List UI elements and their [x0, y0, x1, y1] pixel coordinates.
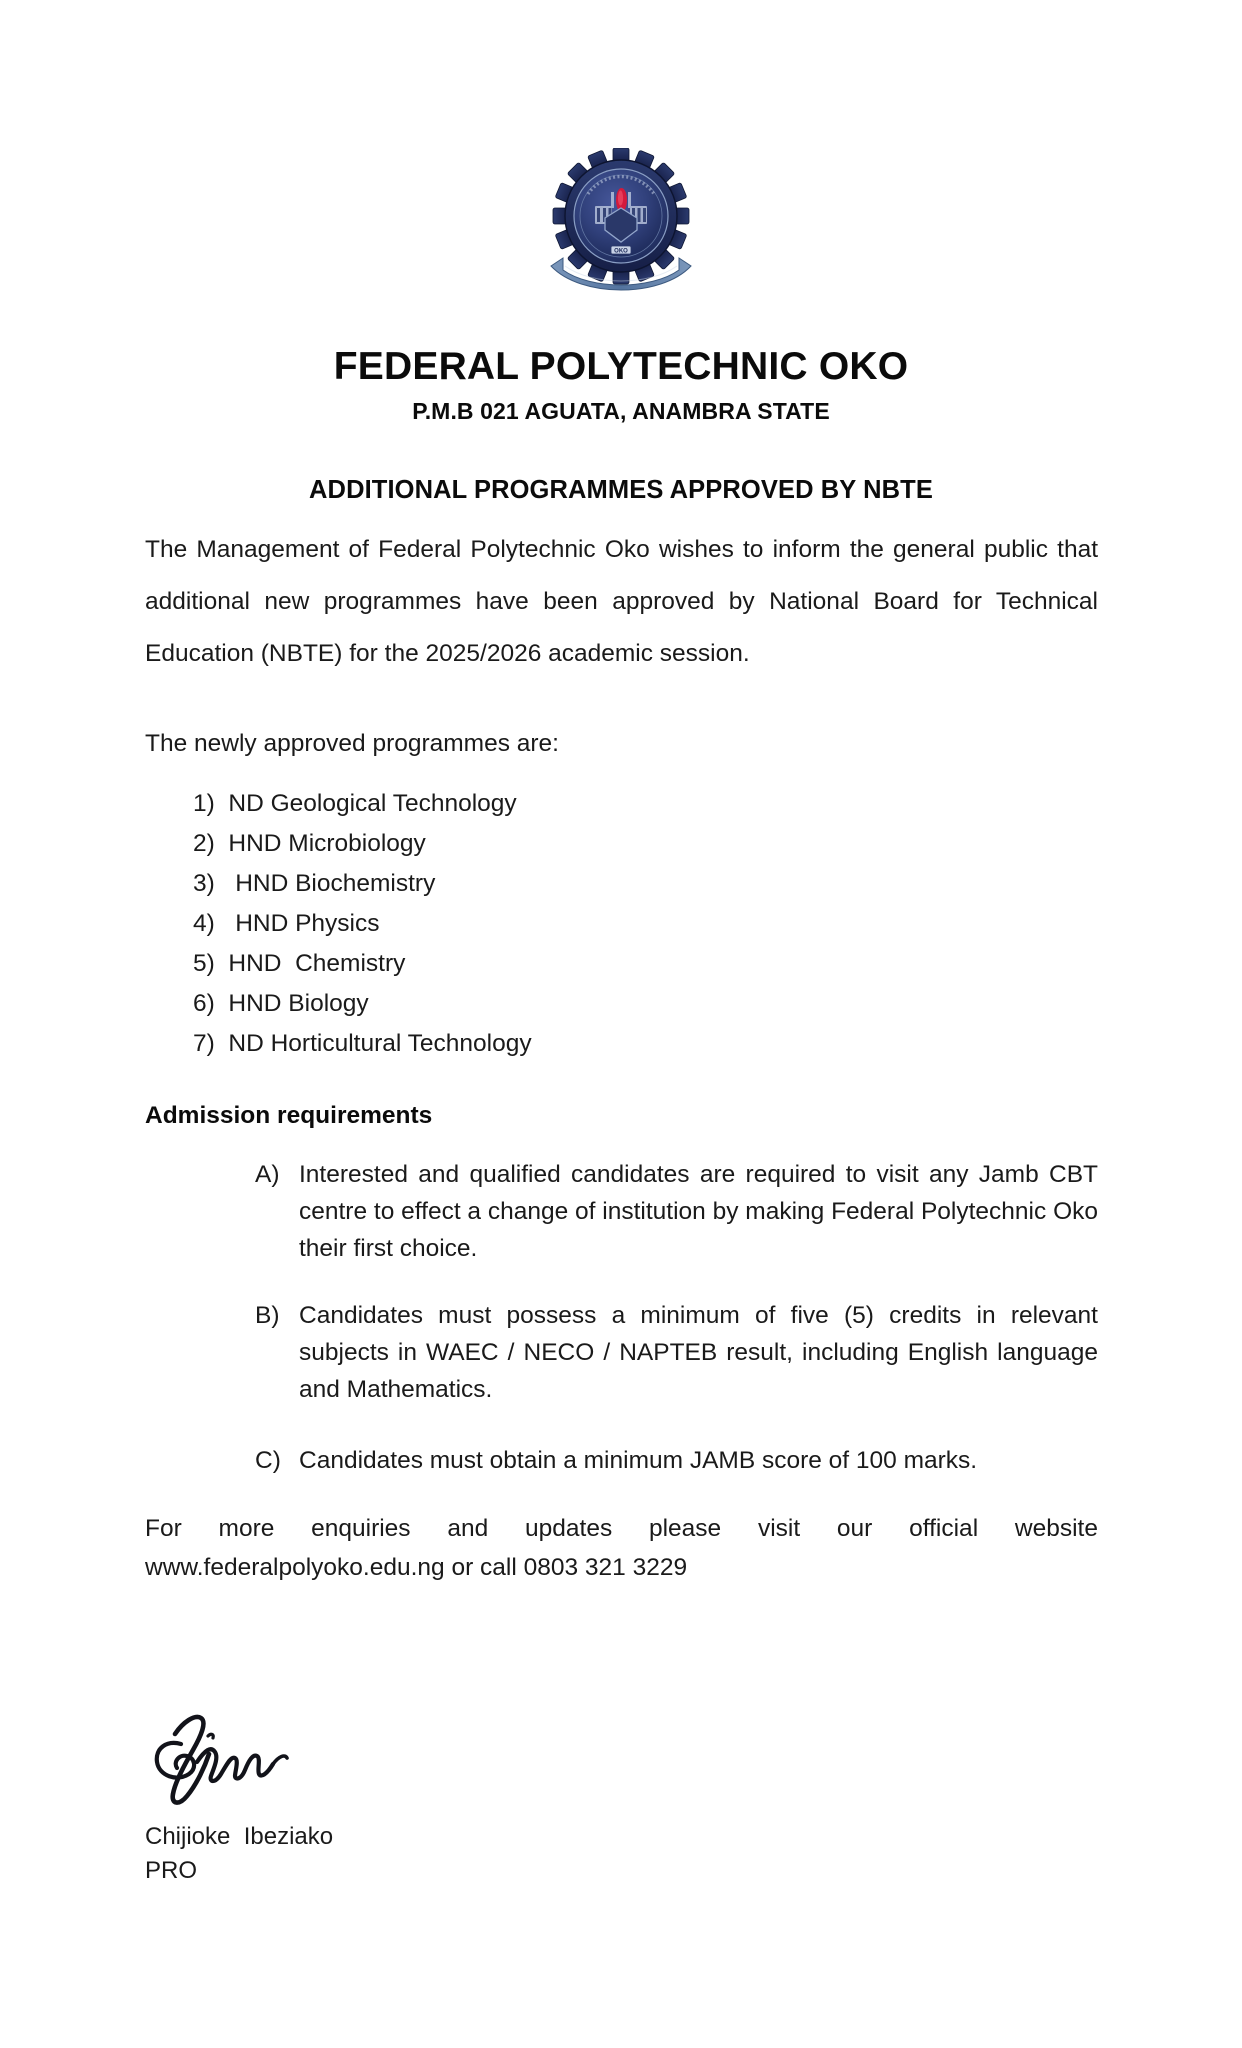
list-item: 7) ND Horticultural Technology	[193, 1030, 532, 1057]
list-item: 3) HND Biochemistry	[193, 870, 436, 897]
svg-text:OKO: OKO	[614, 248, 628, 255]
list-item	[255, 1156, 1098, 1267]
organization-address: P.M.B 021 AGUATA, ANAMBRA STATE	[412, 398, 830, 424]
list-marker: C)	[255, 1447, 281, 1474]
list-marker: B)	[255, 1302, 280, 1329]
logo-container	[0, 148, 1242, 306]
signatory-name: Chijioke Ibeziako	[145, 1823, 334, 1850]
admission-requirements-list	[145, 1156, 1098, 1479]
handwritten-signature-icon	[145, 1700, 325, 1820]
list-item	[255, 1442, 1098, 1479]
approved-programmes-list	[145, 784, 1098, 1064]
document-title: ADDITIONAL PROGRAMMES APPROVED BY NBTE	[309, 476, 933, 504]
list-item	[255, 1297, 1098, 1408]
programme-list-lead-in: The newly approved programmes are:	[145, 730, 559, 757]
list-item: 1) ND Geological Technology	[193, 790, 517, 817]
list-item-text: Candidates must obtain a minimum JAMB score of 100 marks.	[299, 1447, 978, 1474]
institution-logo-icon	[545, 148, 697, 306]
admission-requirements-heading: Admission requirements	[145, 1102, 433, 1129]
list-item-text: Candidates must possess a minimum of five (5) credits in relevant subjects in WAEC / NECO / NAPTEB result, including English language and Mathematics.	[299, 1302, 1098, 1403]
list-item: 5) HND Chemistry	[193, 950, 406, 977]
list-item: 4) HND Physics	[193, 910, 380, 937]
list-item-text: Interested and qualified candidates are required to visit any Jamb CBT centre to effect a change of institution by making Federal Polytechnic Oko their first choice.	[299, 1161, 1098, 1262]
signature-block	[145, 1700, 645, 1888]
list-marker: A)	[255, 1161, 280, 1188]
list-item: 2) HND Microbiology	[193, 830, 426, 857]
intro-paragraph: The Management of Federal Polytechnic Oko wishes to inform the general public that additional new programmes have been approved by National Board for Technical Education (NBTE) for the 2025/2026 academic session.	[145, 536, 1098, 667]
enquiries-paragraph: For more enquiries and updates please visit our official website www.federalpolyoko.edu.ng or call 0803 321 3229	[145, 1515, 1098, 1581]
signatory-role: PRO	[145, 1857, 198, 1884]
document-body	[145, 524, 1098, 1587]
organization-title: FEDERAL POLYTECHNIC OKO	[333, 345, 909, 388]
list-item: 6) HND Biology	[193, 990, 369, 1017]
